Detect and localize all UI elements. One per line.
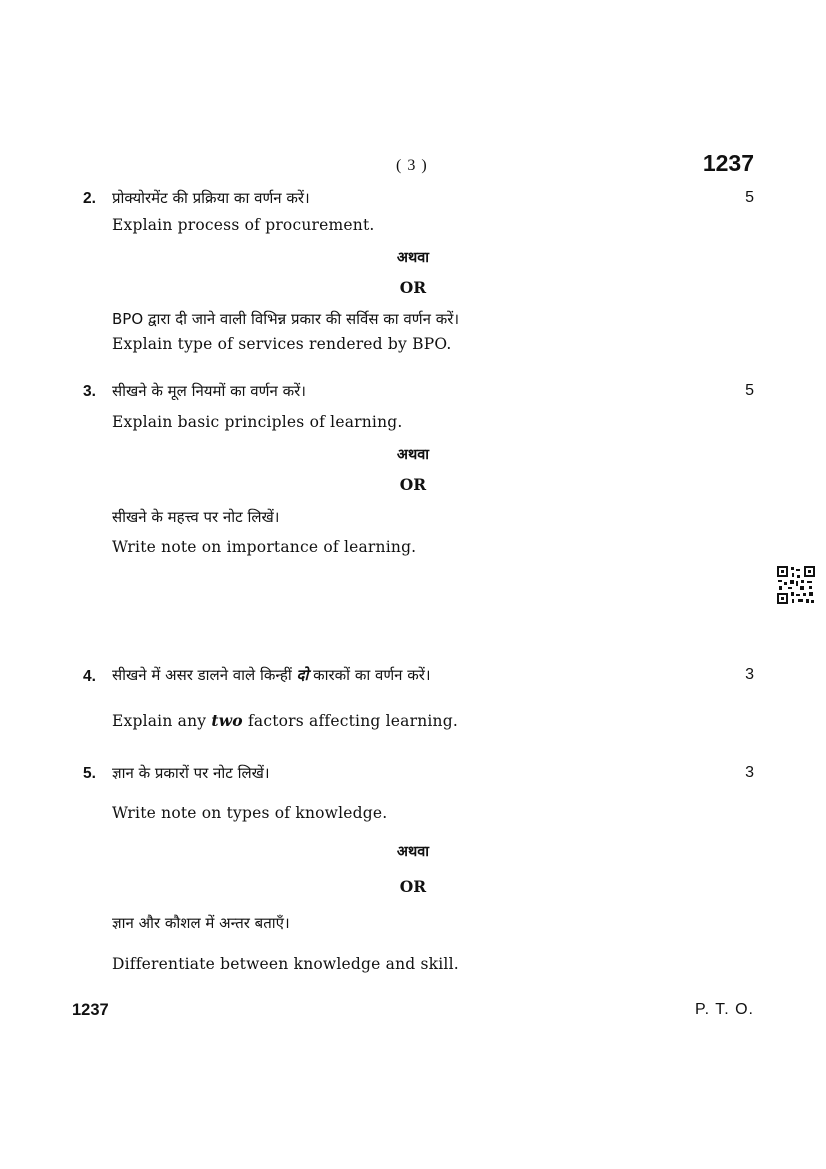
- alternate-question-hindi: ज्ञान और कौशल में अन्तर बताएँ।: [112, 914, 290, 932]
- alternate-question-english: Differentiate between knowledge and skill.: [112, 955, 459, 973]
- qr-code-icon: [776, 565, 816, 605]
- alternate-question-hindi: सीखने के महत्त्व पर नोट लिखें।: [112, 508, 280, 526]
- question-text-english: Explain process of procurement.: [112, 216, 375, 234]
- question-marks: 3: [745, 764, 754, 781]
- or-label-hindi: अथवा: [396, 844, 430, 860]
- or-label-english: OR: [399, 877, 427, 896]
- or-label-english: OR: [399, 278, 427, 297]
- question-text-part: सीखने में असर डालने वाले किन्हीं: [112, 666, 297, 684]
- question-text-english: Explain basic principles of learning.: [112, 413, 403, 431]
- question-number: 2.: [83, 190, 96, 207]
- question-number: 4.: [83, 668, 96, 685]
- question-number: 3.: [83, 383, 96, 400]
- question-text-part: Explain any: [112, 712, 212, 730]
- question-text-english: Write note on types of knowledge.: [112, 804, 388, 822]
- pto-label: P. T. O.: [695, 1001, 754, 1018]
- question-text-part: कारकों का वर्णन करें।: [308, 666, 431, 684]
- emphasized-word: two: [211, 711, 243, 730]
- question-text-hindi: प्रोक्योरमेंट की प्रक्रिया का वर्णन करें।: [112, 189, 310, 207]
- question-marks: 3: [745, 666, 754, 683]
- question-marks: 5: [745, 382, 754, 399]
- question-text-hindi: ज्ञान के प्रकारों पर नोट लिखें।: [112, 764, 270, 782]
- page-number: ( 3 ): [396, 157, 428, 174]
- paper-code-footer: 1237: [72, 1001, 109, 1019]
- emphasized-word: दो: [296, 666, 309, 684]
- or-label-english: OR: [399, 475, 427, 494]
- paper-code-header: 1237: [702, 150, 754, 176]
- question-number: 5.: [83, 765, 96, 782]
- question-text-part: factors affecting learning.: [242, 712, 458, 730]
- alternate-question-english: Write note on importance of learning.: [112, 538, 417, 556]
- or-label-hindi: अथवा: [396, 447, 430, 463]
- question-text-hindi: सीखने के मूल नियमों का वर्णन करें।: [112, 382, 306, 400]
- question-text-english: [112, 711, 458, 730]
- question-text-hindi: [112, 665, 431, 685]
- alternate-question-english: Explain type of services rendered by BPO.: [112, 335, 452, 353]
- alternate-question-hindi: BPO द्वारा दी जाने वाली विभिन्न प्रकार की सर्विस का वर्णन करें।: [112, 310, 460, 328]
- or-label-hindi: अथवा: [396, 250, 430, 266]
- question-marks: 5: [745, 189, 754, 206]
